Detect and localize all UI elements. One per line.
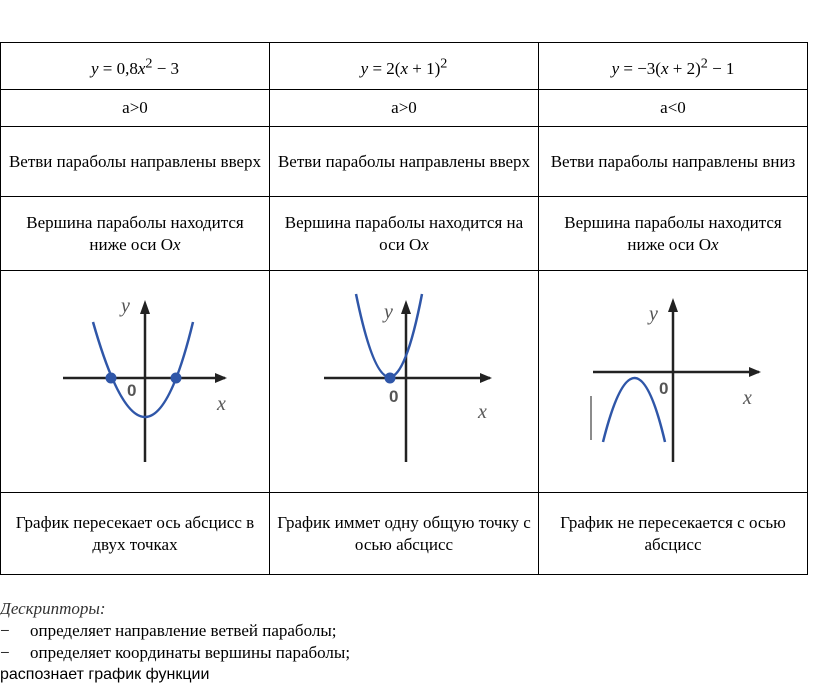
branches-cell-2: Ветви параболы направлены вверх bbox=[270, 127, 539, 197]
vertex-cell-2: Вершина параболы находится на оси Ox bbox=[270, 197, 539, 271]
x-axis-arrow-icon bbox=[215, 373, 227, 383]
graph-cell-2 bbox=[270, 271, 539, 493]
y-axis-label: y bbox=[384, 300, 393, 323]
vertex-cell-3: Вершина параболы находится ниже оси Ox bbox=[539, 197, 808, 271]
branches-row bbox=[1, 127, 808, 197]
x-axis-label: x bbox=[217, 392, 226, 415]
graph-cell-1 bbox=[1, 271, 270, 493]
x-axis-label: x bbox=[743, 386, 752, 409]
formula-cell-1: $y = 0,8x^2 - 3$ bbox=[1, 43, 270, 90]
intersection-cell-1: График пересекает ось абсцисс в двух точках bbox=[1, 493, 270, 575]
y-axis-label: y bbox=[121, 294, 130, 317]
graph-row bbox=[1, 271, 808, 493]
descriptor-item: − определяет направление ветвей параболы; bbox=[0, 621, 337, 640]
vertex-row bbox=[1, 197, 808, 271]
descriptors-title: Дескрипторы: bbox=[0, 599, 106, 618]
branches-cell-3: Ветви параболы направлены вниз bbox=[539, 127, 808, 197]
coef-cell-1: a>0 bbox=[1, 90, 270, 127]
parabola-comparison-table bbox=[0, 42, 808, 575]
branches-cell-1: Ветви параболы направлены вверх bbox=[1, 127, 270, 197]
coefficient-row bbox=[1, 90, 808, 127]
formula-cell-3: $y = -3(x + 2)^2 - 1$ bbox=[539, 43, 808, 90]
formula-row bbox=[1, 43, 808, 90]
intersection-row bbox=[1, 493, 808, 575]
parabola-graph-3 bbox=[573, 292, 773, 472]
x-axis-arrow-icon bbox=[480, 373, 492, 383]
intersection-point bbox=[106, 372, 117, 383]
parabola-curve bbox=[603, 378, 665, 442]
vertex-point bbox=[385, 372, 396, 383]
y-axis-arrow-icon bbox=[140, 300, 150, 314]
descriptor-last: распознает график функции bbox=[0, 666, 210, 683]
parabola-curve bbox=[93, 322, 193, 417]
x-axis-label: x bbox=[478, 400, 487, 423]
x-axis-arrow-icon bbox=[749, 367, 761, 377]
y-axis-arrow-icon bbox=[668, 298, 678, 312]
intersection-cell-2: График иммет одну общую точку с осью абсцисс bbox=[270, 493, 539, 575]
intersection-point bbox=[171, 372, 182, 383]
origin-label: 0 bbox=[659, 378, 669, 398]
parabola-graph-2 bbox=[304, 292, 504, 472]
vertex-cell-1: Вершина параболы находится ниже оси Ox bbox=[1, 197, 270, 271]
origin-label: 0 bbox=[389, 386, 399, 406]
graph-cell-3 bbox=[539, 271, 808, 493]
formula-cell-2: $y = 2(x + 1)^2$ bbox=[270, 43, 539, 90]
parabola-graph-1 bbox=[35, 292, 235, 472]
coef-cell-2: a>0 bbox=[270, 90, 539, 127]
descriptor-item: − определяет координаты вершины параболы; bbox=[0, 643, 351, 662]
y-axis-label: y bbox=[649, 302, 658, 325]
descriptors-block bbox=[0, 598, 350, 686]
coef-cell-3: a<0 bbox=[539, 90, 808, 127]
intersection-cell-3: График не пересекается с осью абсцисс bbox=[539, 493, 808, 575]
y-axis-arrow-icon bbox=[401, 300, 411, 314]
origin-label: 0 bbox=[127, 380, 137, 400]
